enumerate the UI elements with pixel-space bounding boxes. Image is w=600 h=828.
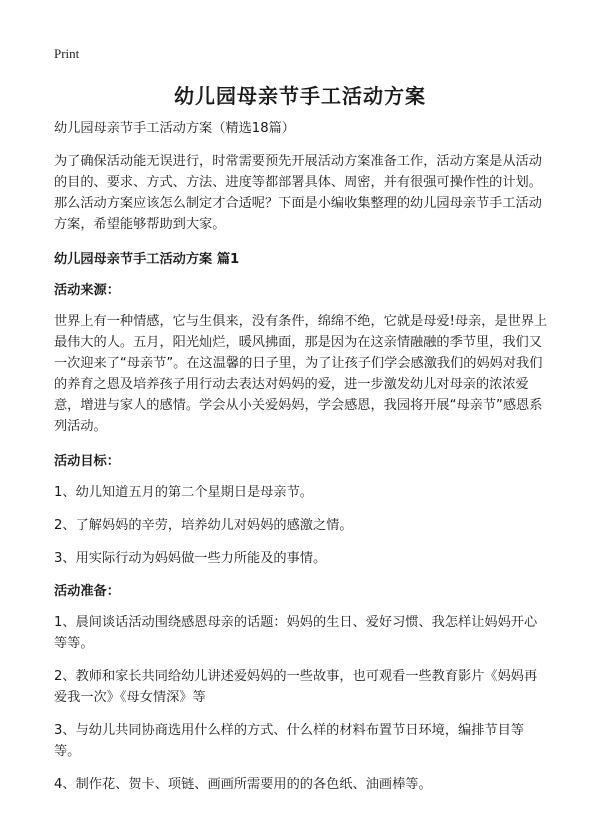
prep-item: 3、与幼儿共同协商选用什么样的方式、什么样的材料布置节日环境，编排节目等等。	[54, 723, 524, 759]
intro-paragraph: 为了确保活动能无误进行，时常需要预先开展活动方案准备工作，活动方案是从活动的目的、要求、方式、方法、进度等都部署具体、周密，并有很强可操作性的计划。那么活动方案应该怎么制定才合适呢？下面是小编收集整理的幼儿园母亲节手工活动方案，希望能够帮助到大家。	[54, 154, 542, 232]
goal-item: 2、了解妈妈的辛劳，培养幼儿对妈妈的感激之情。	[54, 518, 353, 533]
section-heading: 幼儿园母亲节手工活动方案 篇1	[54, 252, 240, 267]
goal-label: 活动目标：	[54, 454, 120, 469]
page-title: 幼儿园母亲节手工活动方案	[174, 84, 426, 108]
article-subtitle: 幼儿园母亲节手工活动方案（精选18篇）	[54, 121, 295, 136]
prep-label: 活动准备：	[54, 584, 120, 599]
goal-item: 3、用实际行动为妈妈做一些力所能及的事情。	[54, 551, 327, 566]
prep-item: 1、晨间谈话活动围绕感恩母亲的话题：妈妈的生日、爱好习惯、我怎样让妈妈开心等等。	[54, 615, 538, 651]
prep-item: 2、教师和家长共同给幼儿讲述爱妈妈的一些故事，也可观看一些教育影片《妈妈再爱我一次》《母女情深》等	[54, 669, 538, 705]
prep-item: 4、制作花、贺卡、项链、画画所需要用的的各色纸、油画棒等。	[54, 777, 432, 792]
article-body	[54, 118, 548, 807]
goal-item: 1、幼儿知道五月的第二个星期日是母亲节。	[54, 485, 313, 500]
origin-label: 活动来源：	[54, 283, 120, 298]
origin-paragraph: 世界上有一种情感，它与生俱来，没有条件，绵绵不绝，它就是母爱!母亲，是世界上最伟大的人。五月，阳光灿烂，暖风拂面，那是因为在这亲情融融的季节里，我们又一次迎来了“母亲节”。在这温馨的日子里，为了让孩子们学会感激我们的妈妈对我们的养育之恩及培养孩子用行动去表达对妈妈的爱，进一步激发幼儿对母亲的浓浓爱意，增进与家人的感情。学会从小关爱妈妈，学会感恩，我园将开展“母亲节”感恩系列活动。	[54, 314, 548, 434]
print-link[interactable]: Print	[54, 46, 80, 61]
